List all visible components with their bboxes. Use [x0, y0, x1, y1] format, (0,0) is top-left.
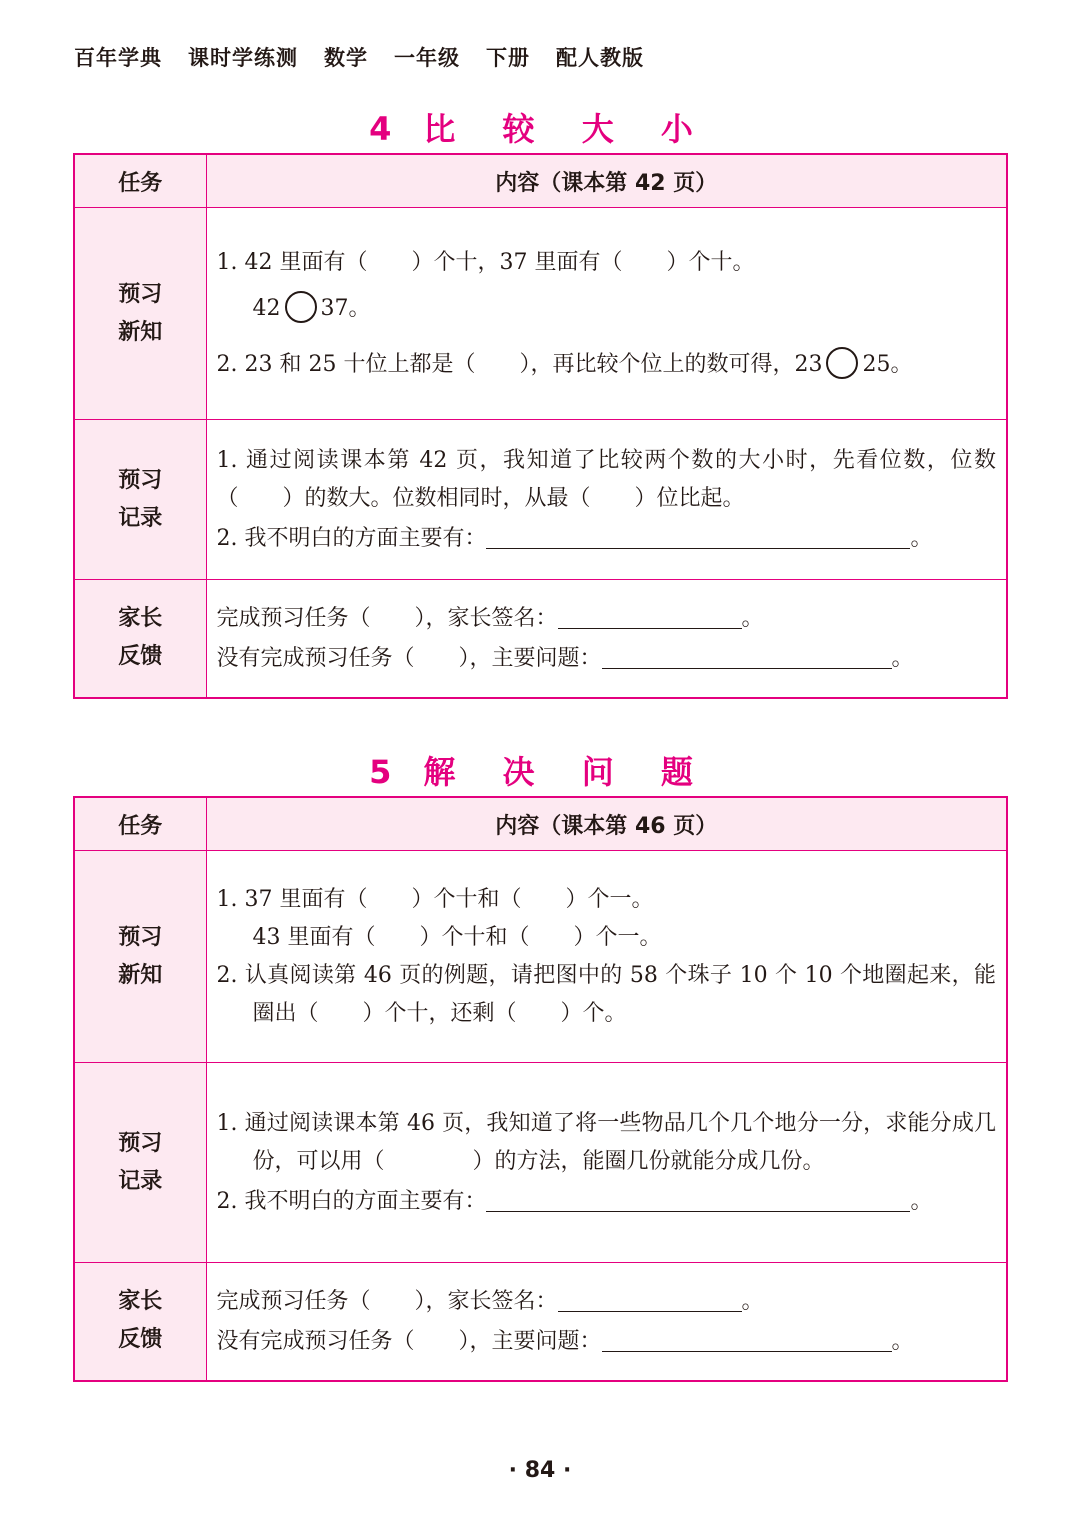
- line-end: 。: [910, 525, 933, 551]
- header-item: 配人教版: [556, 46, 644, 70]
- feedback-text: 完成预习任务（ ），家长签名：: [216, 606, 558, 632]
- row-label-line: 新知: [118, 319, 163, 345]
- table-row-parent-feedback: [74, 1263, 1007, 1381]
- compare-right: 25。: [862, 351, 913, 377]
- feedback-line: [217, 1281, 997, 1321]
- task-table-solve: [73, 796, 1008, 1382]
- row-content: [206, 851, 1007, 1063]
- section-title-text: 解 决 问 题: [423, 753, 711, 791]
- header-item: 数学: [324, 46, 368, 70]
- column-header-content: 内容（课本第 46 页）: [206, 797, 1007, 851]
- table-row-preview-record: [74, 1063, 1007, 1263]
- table-header-row: [74, 797, 1007, 851]
- answer-blank-line[interactable]: [486, 1185, 910, 1212]
- header-item: 下册: [486, 46, 530, 70]
- row-label: [74, 420, 206, 580]
- compare-left: 42: [252, 295, 281, 321]
- section-number: 5: [369, 753, 396, 791]
- column-header-task: 任务: [74, 797, 206, 851]
- feedback-line: [217, 638, 997, 678]
- feedback-text: 完成预习任务（ ），家长签名：: [216, 1289, 558, 1315]
- question-paragraph: 1. 通过阅读课本第 42 页，我知道了比较两个数的大小时，先看位数，位数（ ）的数大。位数相同时，从最（ ）位比起。: [216, 447, 996, 511]
- line-end: 。: [891, 1329, 914, 1355]
- row-label: [74, 580, 206, 698]
- line-end: 。: [910, 1188, 933, 1214]
- row-label-line: 预习: [118, 467, 163, 493]
- row-content: [206, 1263, 1007, 1381]
- question-paragraph: 2. 认真阅读第 46 页的例题，请把图中的 58 个珠子 10 个 10 个地圈起来，能圈出（ ）个十，还剩（ ）个。: [216, 962, 996, 1026]
- row-content: [206, 1063, 1007, 1263]
- row-label-line: 反馈: [118, 644, 163, 670]
- table-row-preview-record: [74, 420, 1007, 580]
- row-content: [206, 420, 1007, 580]
- compare-circle-blank[interactable]: [285, 291, 317, 323]
- question-text: 2. 23 和 25 十位上都是（ ），再比较个位上的数可得，23: [216, 351, 823, 377]
- page-number: · 84 ·: [508, 1458, 572, 1483]
- compare-right: 37。: [320, 295, 371, 321]
- header-item: 百年学典: [74, 46, 162, 70]
- section-title-text: 比 较 大 小: [423, 110, 711, 148]
- row-label-line: 记录: [118, 505, 163, 531]
- signature-blank-line[interactable]: [558, 1285, 742, 1312]
- compare-line: [217, 342, 997, 388]
- feedback-text: 没有完成预习任务（ ），主要问题：: [216, 1329, 602, 1355]
- compare-circle-blank[interactable]: [826, 347, 858, 379]
- question-text: 2. 我不明白的方面主要有：: [216, 1188, 487, 1214]
- row-label-line: 反馈: [118, 1327, 163, 1353]
- row-label: [74, 851, 206, 1063]
- table-row-preview-new: [74, 208, 1007, 420]
- row-label-line: 记录: [118, 1168, 163, 1194]
- row-label: [74, 1063, 206, 1263]
- header-item: 课时学练测: [188, 46, 298, 70]
- row-label: [74, 208, 206, 420]
- row-content: [206, 208, 1007, 420]
- section-number: 4: [369, 110, 396, 148]
- question-paragraph: 1. 通过阅读课本第 46 页，我知道了将一些物品几个几个地分一分，求能分成几份，可以用（ ）的方法，能圈几份就能分成几份。: [216, 1110, 996, 1174]
- column-header-task: 任务: [74, 154, 206, 208]
- line-end: 。: [891, 646, 914, 672]
- line-end: 。: [741, 1289, 764, 1315]
- table-row-parent-feedback: [74, 580, 1007, 698]
- line-end: 。: [741, 606, 764, 632]
- row-label-line: 家长: [118, 606, 163, 632]
- feedback-text: 没有完成预习任务（ ），主要问题：: [216, 646, 602, 672]
- header-item: 一年级: [394, 46, 460, 70]
- row-label-line: 预习: [118, 924, 163, 950]
- answer-blank-line[interactable]: [486, 522, 910, 549]
- section-title-compare: [0, 104, 1080, 150]
- book-header: [74, 42, 644, 72]
- task-table-compare: [73, 153, 1008, 699]
- section-title-solve: [0, 747, 1080, 793]
- row-label-line: 新知: [118, 962, 163, 988]
- feedback-line: [217, 1321, 997, 1361]
- row-label: [74, 1263, 206, 1381]
- row-label-line: 预习: [118, 281, 163, 307]
- question-line: 1. 42 里面有（ ）个十，37 里面有（ ）个十。: [216, 249, 755, 275]
- row-label-line: 家长: [118, 1289, 163, 1315]
- table-header-row: [74, 154, 1007, 208]
- row-content: [206, 580, 1007, 698]
- problem-blank-line[interactable]: [602, 1325, 892, 1352]
- question-text: 2. 我不明白的方面主要有：: [216, 525, 487, 551]
- question-line: 43 里面有（ ）个十和（ ）个一。: [252, 924, 662, 950]
- compare-line: [217, 286, 997, 332]
- signature-blank-line[interactable]: [558, 602, 742, 629]
- question-line: [217, 518, 997, 558]
- question-line: [217, 1181, 997, 1221]
- row-label-line: 预习: [118, 1130, 163, 1156]
- problem-blank-line[interactable]: [602, 642, 892, 669]
- feedback-line: [217, 598, 997, 638]
- question-line: 1. 37 里面有（ ）个十和（ ）个一。: [216, 886, 654, 912]
- table-row-preview-new: [74, 851, 1007, 1063]
- column-header-content: 内容（课本第 42 页）: [206, 154, 1007, 208]
